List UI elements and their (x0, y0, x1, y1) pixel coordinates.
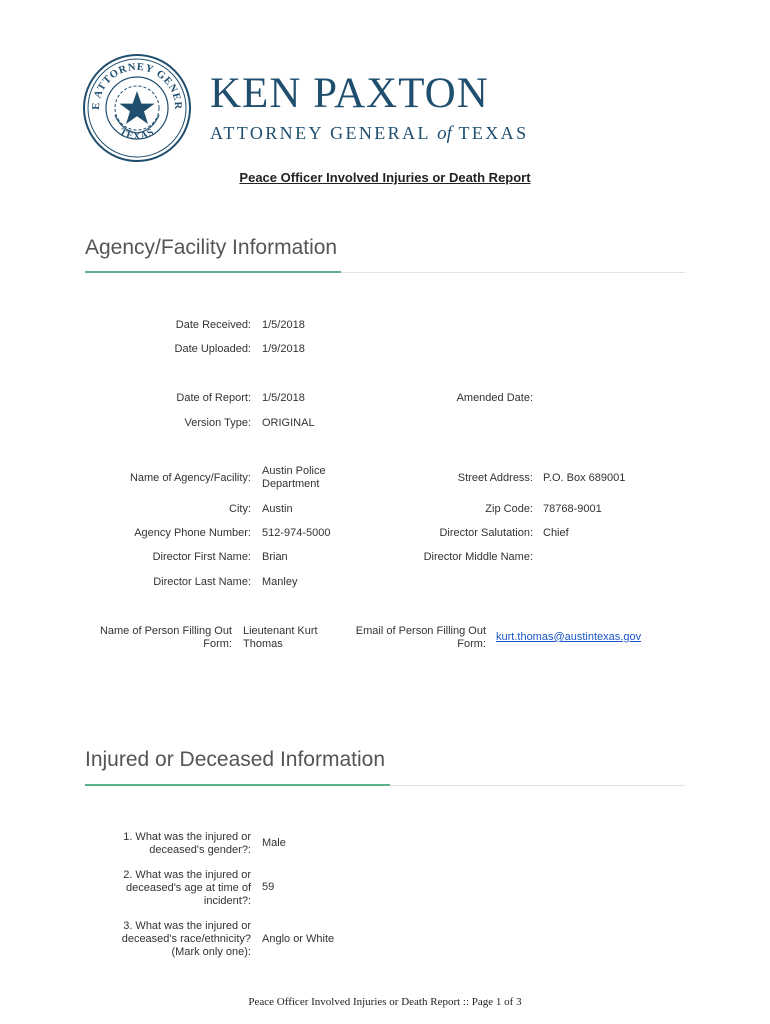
attorney-general-seal (82, 53, 192, 163)
q1-value: Male (262, 837, 286, 849)
director-salutation-label: Director Salutation: (439, 527, 533, 539)
svg-text:THE ATTORNEY GENERAL: E ATTORNEY GENER (90, 61, 184, 111)
email-filling-label: Email of Person Filling Out Form: (355, 625, 486, 650)
director-last-name-label: Director Last Name: (153, 576, 251, 588)
q2-label: 2. What was the injured or deceased's age at time of incident?: (123, 869, 251, 907)
director-first-name-label: Director First Name: (152, 551, 251, 563)
date-uploaded-value: 1/9/2018 (262, 343, 305, 355)
director-middle-name-label: Director Middle Name: (423, 551, 533, 563)
section-underline (85, 271, 341, 273)
brand-subtitle-pre: ATTORNEY GENERAL (210, 123, 438, 143)
q1-label: 1. What was the injured or deceased's gender?: (123, 831, 251, 856)
version-type-value: ORIGINAL (262, 417, 315, 429)
city-value: Austin (262, 503, 293, 515)
date-of-report-label: Date of Report: (176, 392, 251, 404)
section-title-agency: Agency/Facility Information (85, 236, 338, 259)
version-type-label: Version Type: (184, 417, 251, 429)
brand-name: KEN PAXTON (210, 70, 489, 117)
date-received-value: 1/5/2018 (262, 319, 305, 331)
amended-date-label: Amended Date: (456, 392, 533, 404)
date-of-report-value: 1/5/2018 (262, 392, 305, 404)
q3-label: 3. What was the injured or deceased's race/ethnicity? (Mark only one): (121, 920, 251, 958)
q3-value: Anglo or White (262, 933, 335, 945)
section-title-injured: Injured or Deceased Information (85, 748, 385, 771)
person-filling-value: Lieutenant Kurt Thomas (243, 625, 318, 650)
director-first-name-value: Brian (262, 551, 288, 563)
q2-value: 59 (262, 881, 275, 893)
zip-code-label: Zip Code: (485, 503, 533, 515)
svg-text:TEXAS: TEXAS (117, 126, 157, 143)
brand-subtitle (210, 124, 528, 143)
person-filling-label: Name of Person Filling Out Form: (99, 625, 232, 650)
city-label: City: (229, 503, 251, 515)
street-address-value: P.O. Box 689001 (543, 472, 626, 484)
brand-subtitle-of: of (437, 123, 452, 144)
agency-phone-label: Agency Phone Number: (134, 527, 251, 539)
agency-name-label: Name of Agency/Facility: (129, 472, 251, 484)
brand-subtitle-post: TEXAS (451, 123, 529, 143)
agency-name-value: Austin Police Department (262, 465, 326, 490)
street-address-label: Street Address: (457, 472, 533, 484)
date-received-label: Date Received: (175, 319, 251, 331)
date-uploaded-label: Date Uploaded: (174, 343, 251, 355)
agency-phone-value: 512-974-5000 (262, 527, 331, 539)
zip-code-value: 78768-9001 (543, 503, 602, 515)
report-title: Peace Officer Involved Injuries or Death Report (239, 170, 531, 185)
email-link[interactable]: kurt.thomas@austintexas.gov (496, 631, 642, 643)
section-underline (85, 784, 390, 786)
director-salutation-value: Chief (543, 527, 569, 539)
page-footer: Peace Officer Involved Injuries or Death Report :: Page 1 of 3 (248, 996, 522, 1008)
director-last-name-value: Manley (262, 576, 298, 588)
